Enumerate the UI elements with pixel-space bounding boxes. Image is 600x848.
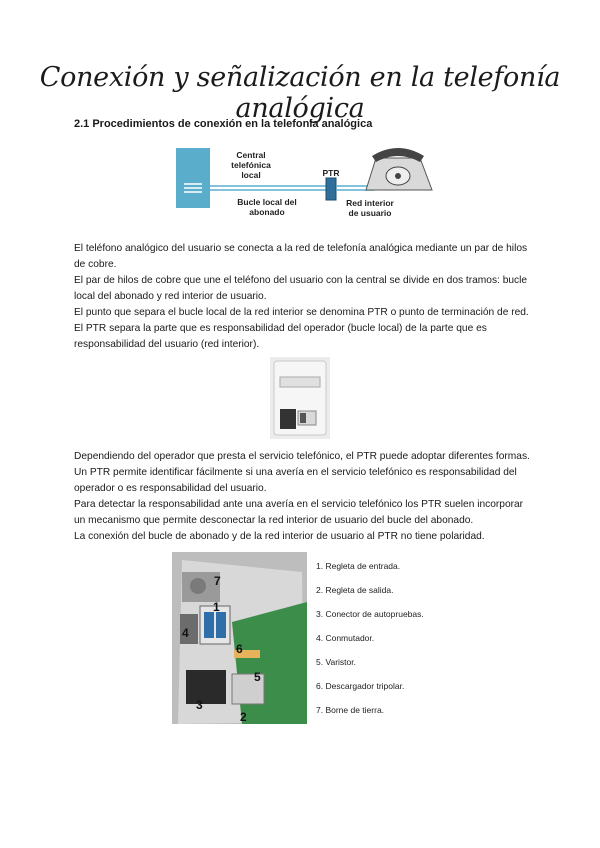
legend-item: 6. Descargador tripolar. [316, 681, 405, 691]
paragraph-line: operador o es responsabilidad del usuario. [74, 483, 267, 494]
red-interior-label: Red interior [346, 198, 394, 208]
bucle-label: Bucle local del [237, 197, 297, 207]
central-office-block [176, 148, 210, 208]
ptr-board-image [172, 552, 307, 724]
section-heading: 2.1 Procedimientos de conexión en la telefonía analógica [74, 118, 373, 130]
paragraph-line: de cobre. [74, 259, 117, 270]
paragraph-line: Un PTR permite identificar fácilmente si una avería en el servicio telefónico es responsabilidad del [74, 467, 517, 478]
board-number-6: 6 [236, 642, 243, 656]
bucle-label: abonado [249, 207, 285, 217]
central-label: local [241, 170, 261, 180]
paragraph-line: El punto que separa el bucle local de la red interior se denomina PTR o punto de terminación de red. [74, 307, 529, 318]
paragraph-line: responsabilidad del usuario (red interior). [74, 339, 260, 350]
ptr-device-image [270, 357, 330, 439]
paragraph-line: El par de hilos de cobre que une el teléfono del usuario con la central se divide en dos tramos: bucle [74, 275, 528, 286]
legend-item: 4. Conmutador. [316, 633, 375, 643]
legend-item: 7. Borne de tierra. [316, 705, 385, 715]
paragraph-line: El PTR separa la parte que es responsabilidad del operador (bucle local) de la parte que es [74, 323, 487, 334]
legend-item: 5. Varistor. [316, 657, 356, 667]
ptr-box [326, 178, 336, 200]
paragraph-line: Dependiendo del operador que presta el servicio telefónico, el PTR puede adoptar diferentes formas. [74, 451, 530, 462]
component-legend [316, 561, 424, 729]
legend-item: 1. Regleta de entrada. [316, 561, 401, 571]
page-title: Conexión y señalización en la telefonía analógica [39, 62, 561, 124]
board-number-7: 7 [214, 574, 221, 588]
board-number-3: 3 [196, 698, 203, 712]
board-number-4: 4 [182, 626, 189, 640]
paragraph-line: El teléfono analógico del usuario se conecta a la red de telefonía analógica mediante un par de hilos [74, 243, 528, 254]
legend-item: 2. Regleta de salida. [316, 585, 394, 595]
paragraph-block-1 [74, 241, 534, 353]
central-label: Central [236, 150, 266, 160]
paragraph-line: un mecanismo que permite desconectar la red interior de usuario del bucle del abonado. [74, 515, 474, 526]
legend-item: 3. Conector de autopruebas. [316, 609, 424, 619]
paragraph-line: La conexión del bucle de abonado y de la red interior de usuario al PTR no tiene polaridad. [74, 531, 485, 542]
board-number-2: 2 [240, 710, 247, 724]
paragraph-line: Para detectar la responsabilidad ante una avería en el servicio telefónico los PTR suelen incorporar [74, 499, 524, 510]
board-number-1: 1 [213, 600, 220, 614]
central-label: telefónica [231, 160, 271, 170]
red-interior-label: de usuario [348, 208, 392, 218]
paragraph-line: local del abonado y red interior de usuario. [74, 291, 267, 302]
telephone-icon [366, 148, 432, 190]
ptr-label: PTR [322, 168, 340, 178]
connection-diagram [176, 140, 436, 224]
paragraph-block-2 [74, 449, 534, 545]
board-number-5: 5 [254, 670, 261, 684]
